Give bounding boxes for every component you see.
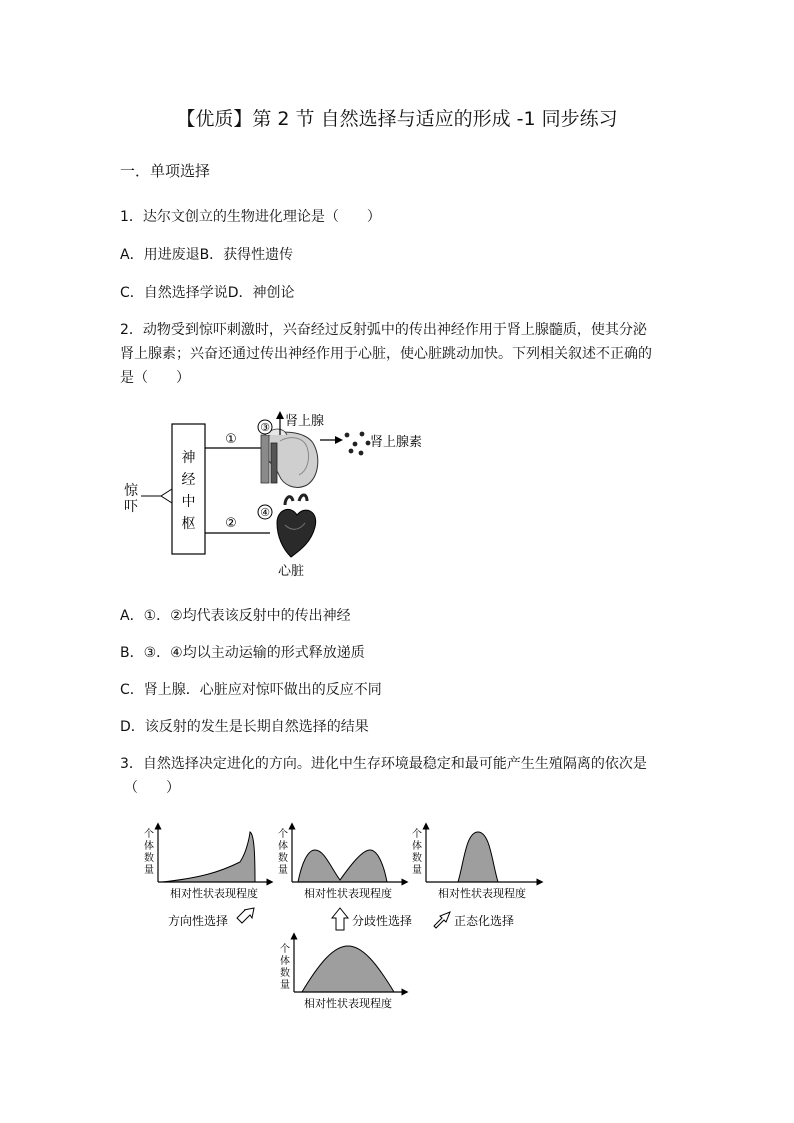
y-label-char: 量: [144, 865, 154, 876]
label-3: ③: [260, 421, 270, 434]
section-heading: 一．单项选择: [120, 162, 211, 180]
center-char-2: 经: [181, 472, 196, 488]
label-2: ②: [225, 516, 237, 531]
disruptive-curve: [298, 850, 387, 882]
y-label-char: 量: [278, 865, 288, 876]
q3-stem-line-1: 3．自然选择决定进化的方向。进化中生存环境最稳定和最可能产生生殖隔离的依次是: [120, 756, 647, 772]
graph-directional: [144, 826, 270, 900]
kidney-adrenal-icon: [261, 429, 318, 487]
y-label-char: 个: [280, 944, 290, 955]
y-label-char: 个: [412, 829, 422, 840]
secretion-arrow-icon: [335, 436, 343, 444]
stabilizing-curve: [458, 832, 498, 882]
y-label-char: 个: [144, 829, 154, 840]
stabilizing-label: 正态化选择: [453, 914, 515, 928]
hormone-label: 肾上腺素: [370, 435, 423, 450]
disruptive-label: 分歧性选择: [351, 914, 413, 928]
center-char-1: 神: [181, 450, 196, 466]
graph-stabilizing: [412, 826, 540, 900]
q2-option-d[interactable]: D．该反射的发生是长期自然选择的结果: [120, 719, 369, 735]
stimulus-char-2: 吓: [124, 499, 138, 515]
q1-options-cd[interactable]: C．自然选择学说D．神创论: [120, 285, 295, 301]
y-label-char: 体: [280, 956, 290, 967]
hormone-dots: [345, 432, 371, 456]
directional-curve: [162, 832, 255, 882]
graph-original: [280, 936, 405, 1010]
y-label-char: 体: [412, 841, 422, 852]
selection-types-figure: [140, 822, 560, 1010]
stimulus-char-1: 惊: [124, 483, 138, 499]
y-label-char: 数: [412, 853, 422, 864]
y-label-char: 数: [144, 853, 154, 864]
x-axis-label: 相对性状表现程度: [304, 887, 392, 900]
x-axis-label: 相对性状表现程度: [438, 887, 526, 900]
label-4: ④: [260, 506, 270, 519]
q2-stem-line-1: 2．动物受到惊吓刺激时，兴奋经过反射弧中的传出神经作用于肾上腺髓质，使其分泌: [120, 322, 647, 338]
reflex-arc-figure: [115, 405, 445, 583]
nerve-center-box: [172, 424, 205, 554]
adrenal-arrow-icon: [276, 411, 284, 419]
q2-option-b[interactable]: B．③．④均以主动运输的形式释放递质: [120, 645, 365, 661]
center-char-3: 中: [181, 494, 196, 510]
afferent-arrow-icon: [161, 489, 172, 503]
center-char-4: 枢: [181, 516, 196, 532]
y-label-char: 量: [412, 865, 422, 876]
y-label-char: 体: [278, 841, 288, 852]
y-label-char: 个: [278, 829, 288, 840]
x-axis-label: 相对性状表现程度: [304, 997, 392, 1010]
y-label-char: 数: [280, 968, 290, 979]
original-curve: [302, 946, 394, 992]
label-1: ①: [225, 432, 237, 447]
q2-stem-line-2: 肾上腺素；兴奋还通过传出神经作用于心脏，使心脏跳动加快。下列相关叙述不正确的: [120, 346, 652, 362]
stabilizing-arrow-icon: [434, 912, 450, 928]
q3-stem: [120, 752, 680, 800]
q2-stem: [120, 318, 680, 390]
y-label-char: 体: [144, 841, 154, 852]
heart-icon: [277, 495, 316, 557]
q2-option-a[interactable]: A．①．②均代表该反射中的传出神经: [120, 608, 351, 624]
y-label-char: 量: [280, 980, 290, 991]
directional-arrow-icon: [237, 904, 258, 923]
heart-label: 心脏: [277, 564, 305, 579]
q1-options-ab[interactable]: A．用进废退B．获得性遗传: [120, 247, 294, 263]
q2-stem-line-3: 是（ ）: [120, 370, 190, 386]
directional-label: 方向性选择: [167, 914, 229, 928]
x-axis-label: 相对性状表现程度: [170, 887, 258, 900]
adrenal-label: 肾上腺: [285, 414, 325, 429]
q1-stem: 1．达尔文创立的生物进化理论是（ ）: [120, 209, 381, 225]
page-title: 【优质】第 2 节 自然选择与适应的形成 -1 同步练习: [176, 108, 618, 130]
y-label-char: 数: [278, 853, 288, 864]
q3-stem-line-2: （ ）: [124, 780, 180, 796]
graph-disruptive: [278, 826, 405, 900]
disruptive-arrow-icon: [332, 908, 348, 930]
q2-option-c[interactable]: C．肾上腺．心脏应对惊吓做出的反应不同: [120, 682, 382, 698]
